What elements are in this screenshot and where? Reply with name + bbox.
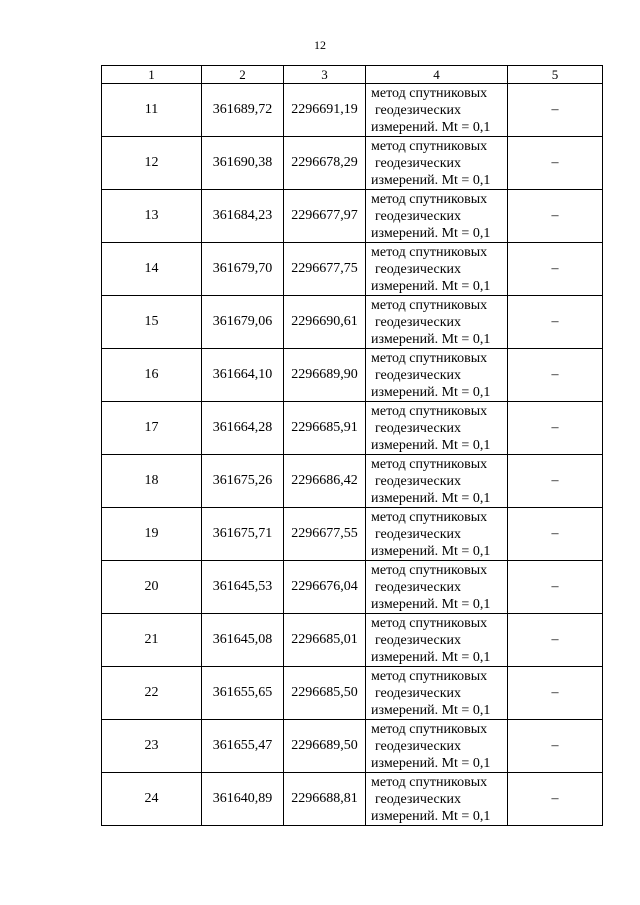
- header-col-1: 1: [102, 66, 202, 84]
- note-cell: –: [508, 349, 603, 402]
- table-header-row: [102, 66, 603, 84]
- table-row: [102, 137, 603, 190]
- note-cell: –: [508, 508, 603, 561]
- method-line-2: геодезических: [375, 632, 462, 648]
- method-line-1: метод спутниковых: [371, 191, 488, 207]
- method-line-1: метод спутниковых: [371, 138, 488, 154]
- method-cell: [366, 614, 508, 667]
- method-line-3: измерений. Mt = 0,1: [371, 384, 491, 400]
- method-cell: [366, 508, 508, 561]
- header-col-2: 2: [202, 66, 284, 84]
- method-line-1: метод спутниковых: [371, 509, 488, 525]
- note-cell: –: [508, 402, 603, 455]
- point-number-cell: 22: [102, 667, 202, 720]
- y-coordinate-cell: 2296685,01: [284, 614, 366, 667]
- method-cell: [366, 84, 508, 137]
- method-line-3: измерений. Mt = 0,1: [371, 702, 491, 718]
- method-cell: [366, 773, 508, 826]
- y-coordinate-cell: 2296690,61: [284, 296, 366, 349]
- x-coordinate-cell: 361679,06: [202, 296, 284, 349]
- point-number-cell: 12: [102, 137, 202, 190]
- method-line-1: метод спутниковых: [371, 350, 488, 366]
- table-row: [102, 561, 603, 614]
- table-row: [102, 84, 603, 137]
- note-cell: –: [508, 455, 603, 508]
- note-cell: –: [508, 720, 603, 773]
- method-line-3: измерений. Mt = 0,1: [371, 490, 491, 506]
- x-coordinate-cell: 361645,08: [202, 614, 284, 667]
- header-col-4: 4: [366, 66, 508, 84]
- x-coordinate-cell: 361655,47: [202, 720, 284, 773]
- note-cell: –: [508, 667, 603, 720]
- header-col-3: 3: [284, 66, 366, 84]
- y-coordinate-cell: 2296691,19: [284, 84, 366, 137]
- y-coordinate-cell: 2296676,04: [284, 561, 366, 614]
- method-line-2: геодезических: [375, 102, 462, 118]
- method-line-3: измерений. Mt = 0,1: [371, 331, 491, 347]
- method-line-3: измерений. Mt = 0,1: [371, 225, 491, 241]
- method-line-3: измерений. Mt = 0,1: [371, 649, 491, 665]
- method-line-3: измерений. Mt = 0,1: [371, 596, 491, 612]
- table-row: [102, 455, 603, 508]
- table-row: [102, 296, 603, 349]
- y-coordinate-cell: 2296685,50: [284, 667, 366, 720]
- note-cell: –: [508, 243, 603, 296]
- method-cell: [366, 720, 508, 773]
- method-line-1: метод спутниковых: [371, 456, 488, 472]
- method-line-1: метод спутниковых: [371, 615, 488, 631]
- y-coordinate-cell: 2296677,97: [284, 190, 366, 243]
- point-number-cell: 17: [102, 402, 202, 455]
- x-coordinate-cell: 361664,28: [202, 402, 284, 455]
- y-coordinate-cell: 2296677,75: [284, 243, 366, 296]
- method-cell: [366, 296, 508, 349]
- method-cell: [366, 190, 508, 243]
- note-cell: –: [508, 614, 603, 667]
- method-cell: [366, 561, 508, 614]
- method-line-3: измерений. Mt = 0,1: [371, 543, 491, 559]
- method-line-3: измерений. Mt = 0,1: [371, 119, 491, 135]
- method-line-2: геодезических: [375, 367, 462, 383]
- point-number-cell: 20: [102, 561, 202, 614]
- method-line-2: геодезических: [375, 526, 462, 542]
- method-line-3: измерений. Mt = 0,1: [371, 437, 491, 453]
- table-row: [102, 773, 603, 826]
- method-cell: [366, 455, 508, 508]
- method-line-3: измерений. Mt = 0,1: [371, 755, 491, 771]
- x-coordinate-cell: 361640,89: [202, 773, 284, 826]
- note-cell: –: [508, 190, 603, 243]
- method-line-2: геодезических: [375, 579, 462, 595]
- method-line-1: метод спутниковых: [371, 562, 488, 578]
- page-number: 12: [314, 38, 326, 52]
- x-coordinate-cell: 361684,23: [202, 190, 284, 243]
- point-number-cell: 21: [102, 614, 202, 667]
- method-line-2: геодезических: [375, 420, 462, 436]
- method-line-1: метод спутниковых: [371, 774, 488, 790]
- method-line-1: метод спутниковых: [371, 297, 488, 313]
- point-number-cell: 16: [102, 349, 202, 402]
- method-cell: [366, 137, 508, 190]
- method-line-2: геодезических: [375, 155, 462, 171]
- method-cell: [366, 349, 508, 402]
- x-coordinate-cell: 361690,38: [202, 137, 284, 190]
- method-line-1: метод спутниковых: [371, 668, 488, 684]
- point-number-cell: 13: [102, 190, 202, 243]
- point-number-cell: 15: [102, 296, 202, 349]
- table-body: [102, 84, 603, 826]
- point-number-cell: 18: [102, 455, 202, 508]
- method-line-2: геодезических: [375, 473, 462, 489]
- point-number-cell: 24: [102, 773, 202, 826]
- point-number-cell: 11: [102, 84, 202, 137]
- method-line-2: геодезических: [375, 685, 462, 701]
- method-line-2: геодезических: [375, 738, 462, 754]
- table-row: [102, 614, 603, 667]
- method-line-2: геодезических: [375, 791, 462, 807]
- table-row: [102, 667, 603, 720]
- note-cell: –: [508, 773, 603, 826]
- header-col-5: 5: [508, 66, 603, 84]
- y-coordinate-cell: 2296686,42: [284, 455, 366, 508]
- y-coordinate-cell: 2296677,55: [284, 508, 366, 561]
- table-row: [102, 720, 603, 773]
- method-line-3: измерений. Mt = 0,1: [371, 808, 491, 824]
- x-coordinate-cell: 361675,26: [202, 455, 284, 508]
- x-coordinate-cell: 361689,72: [202, 84, 284, 137]
- method-line-1: метод спутниковых: [371, 244, 488, 260]
- note-cell: –: [508, 561, 603, 614]
- note-cell: –: [508, 84, 603, 137]
- point-number-cell: 23: [102, 720, 202, 773]
- method-cell: [366, 667, 508, 720]
- y-coordinate-cell: 2296689,90: [284, 349, 366, 402]
- table-row: [102, 349, 603, 402]
- y-coordinate-cell: 2296688,81: [284, 773, 366, 826]
- x-coordinate-cell: 361664,10: [202, 349, 284, 402]
- x-coordinate-cell: 361675,71: [202, 508, 284, 561]
- table-row: [102, 402, 603, 455]
- method-cell: [366, 243, 508, 296]
- note-cell: –: [508, 296, 603, 349]
- point-number-cell: 14: [102, 243, 202, 296]
- table-row: [102, 243, 603, 296]
- note-cell: –: [508, 137, 603, 190]
- y-coordinate-cell: 2296685,91: [284, 402, 366, 455]
- method-cell: [366, 402, 508, 455]
- method-line-2: геодезических: [375, 261, 462, 277]
- x-coordinate-cell: 361679,70: [202, 243, 284, 296]
- method-line-3: измерений. Mt = 0,1: [371, 172, 491, 188]
- method-line-2: геодезических: [375, 208, 462, 224]
- method-line-1: метод спутниковых: [371, 403, 488, 419]
- x-coordinate-cell: 361655,65: [202, 667, 284, 720]
- method-line-1: метод спутниковых: [371, 721, 488, 737]
- table-row: [102, 508, 603, 561]
- point-number-cell: 19: [102, 508, 202, 561]
- method-line-2: геодезических: [375, 314, 462, 330]
- y-coordinate-cell: 2296678,29: [284, 137, 366, 190]
- method-line-1: метод спутниковых: [371, 85, 488, 101]
- coordinates-table: [101, 65, 603, 826]
- x-coordinate-cell: 361645,53: [202, 561, 284, 614]
- table-row: [102, 190, 603, 243]
- method-line-3: измерений. Mt = 0,1: [371, 278, 491, 294]
- y-coordinate-cell: 2296689,50: [284, 720, 366, 773]
